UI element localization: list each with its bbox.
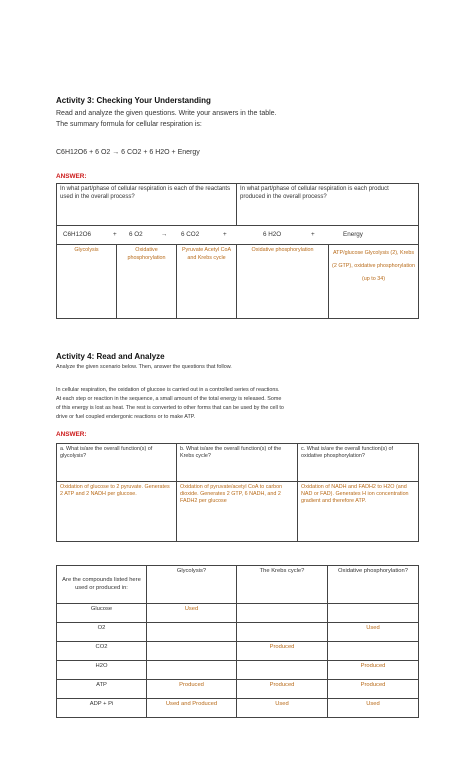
krebs-cell <box>237 623 328 642</box>
krebs-cell <box>237 661 328 680</box>
header-krebs: The Krebs cycle? <box>237 566 328 604</box>
formula-glucose: C6H12O6 <box>63 231 92 238</box>
table-row <box>57 184 419 226</box>
answer-oxygen: Oxidative phosphorylation <box>117 245 177 319</box>
oxphos-cell: Produced <box>328 661 419 680</box>
activity3-table <box>56 183 419 319</box>
oxphos-cell <box>328 642 419 661</box>
formula-plus: + <box>113 231 117 238</box>
activity4-table <box>56 443 419 542</box>
formula-plus: + <box>311 231 315 238</box>
table-row <box>57 680 419 699</box>
glycolysis-cell <box>147 642 237 661</box>
summary-formula: C6H12O6 + 6 O2 → 6 CO2 + 6 H2O + Energy <box>56 149 200 156</box>
compound-name: ATP <box>57 680 147 699</box>
formula-plus: + <box>223 231 227 238</box>
glycolysis-cell: Used and Produced <box>147 699 237 718</box>
table-row <box>57 482 419 542</box>
krebs-cell: Produced <box>237 680 328 699</box>
formula-cell-row <box>57 226 418 244</box>
oxphos-cell: Used <box>328 623 419 642</box>
answer-glucose: Glycolysis <box>57 245 117 319</box>
compound-name: CO2 <box>57 642 147 661</box>
table-row <box>57 604 419 623</box>
scenario-line: In cellular respiration, the oxidation of glucose is carried out in a controlled series of reactions. <box>56 387 280 393</box>
formula-water: 6 H2O <box>263 231 282 238</box>
answer-co2: Pyruvate Acetyl CoA and Krebs cycle <box>177 245 237 319</box>
formula-row <box>57 226 419 245</box>
question-oxphos: c. What is/are the overall function(s) of oxidative phosphorylation? <box>298 444 419 482</box>
compound-name: H2O <box>57 661 147 680</box>
activity3-answer-label: ANSWER: <box>56 173 87 180</box>
oxphos-cell: Produced <box>328 680 419 699</box>
answer-oxphos: Oxidation of NADH and FADH2 to H2O (and NAD or FAD). Generates H ion concentration gradient and therefore ATP. <box>298 482 419 542</box>
activity4-title: Activity 4: Read and Analyze <box>56 352 165 361</box>
krebs-cell <box>237 604 328 623</box>
answer-water: Oxidative phosphorylation <box>237 245 329 319</box>
scenario-line: of this energy is lost as heat. The rest is converted to other forms that can be used by the cell to <box>56 405 284 411</box>
answer-energy: ATP/glucose Glycolysis (2), Krebs (2 GTP), oxidative phosphorylation (up to 34) <box>329 245 419 319</box>
table-row <box>57 444 419 482</box>
glycolysis-cell: Used <box>147 604 237 623</box>
header-compounds: Are the compounds listed here used or produced in: <box>57 566 147 604</box>
glycolysis-cell <box>147 623 237 642</box>
glycolysis-cell: Produced <box>147 680 237 699</box>
formula-arrow: → <box>161 231 168 238</box>
header-products: In what part/phase of cellular respiration is each product produced in the overall process? <box>237 184 419 226</box>
question-krebs: b. What is/are the overall function(s) of the Krebs cycle? <box>177 444 298 482</box>
table-row <box>57 245 419 319</box>
oxphos-cell: Used <box>328 699 419 718</box>
activity4-answer-label: ANSWER: <box>56 431 87 438</box>
table-row <box>57 642 419 661</box>
compound-name: ADP + Pi <box>57 699 147 718</box>
krebs-cell: Used <box>237 699 328 718</box>
table-row <box>57 699 419 718</box>
header-oxphos: Oxidative phosphorylation? <box>328 566 419 604</box>
formula-co2: 6 CO2 <box>181 231 200 238</box>
question-glycolysis: a. What is/are the overall function(s) of glycolysis? <box>57 444 177 482</box>
table-row <box>57 566 419 604</box>
scenario-line: At each step or reaction in the sequence, a small amount of the total energy is released. Some <box>56 396 282 402</box>
activity3-intro-line1: Read and analyze the given questions. Write your answers in the table. <box>56 110 277 117</box>
compounds-table <box>56 565 419 718</box>
activity3-title: Activity 3: Checking Your Understanding <box>56 96 211 105</box>
answer-krebs: Oxidation of pyruvate/acetyl CoA to carbon dioxide. Generates 2 GTP, 6 NADH, and 2 FADH2 per glucose <box>177 482 298 542</box>
header-glycolysis: Glycolysis? <box>147 566 237 604</box>
krebs-cell: Produced <box>237 642 328 661</box>
formula-oxygen: 6 O2 <box>129 231 143 238</box>
oxphos-cell <box>328 604 419 623</box>
glycolysis-cell <box>147 661 237 680</box>
header-reactants: In what part/phase of cellular respiration is each of the reactants used in the overall process? <box>57 184 237 226</box>
compound-name: O2 <box>57 623 147 642</box>
activity4-intro: Analyze the given scenario below. Then, answer the questions that follow. <box>56 364 232 370</box>
answer-glycolysis: Oxidation of glucose to 2 pyruvate. Generates 2 ATP and 2 NADH per glucose. <box>57 482 177 542</box>
table-row <box>57 623 419 642</box>
scenario-line: drive or fuel coupled endergonic reactions or to make ATP. <box>56 414 196 420</box>
table-row <box>57 661 419 680</box>
compound-name: Glucose <box>57 604 147 623</box>
formula-energy: Energy <box>343 231 363 238</box>
activity3-intro-line2: The summary formula for cellular respiration is: <box>56 121 202 128</box>
